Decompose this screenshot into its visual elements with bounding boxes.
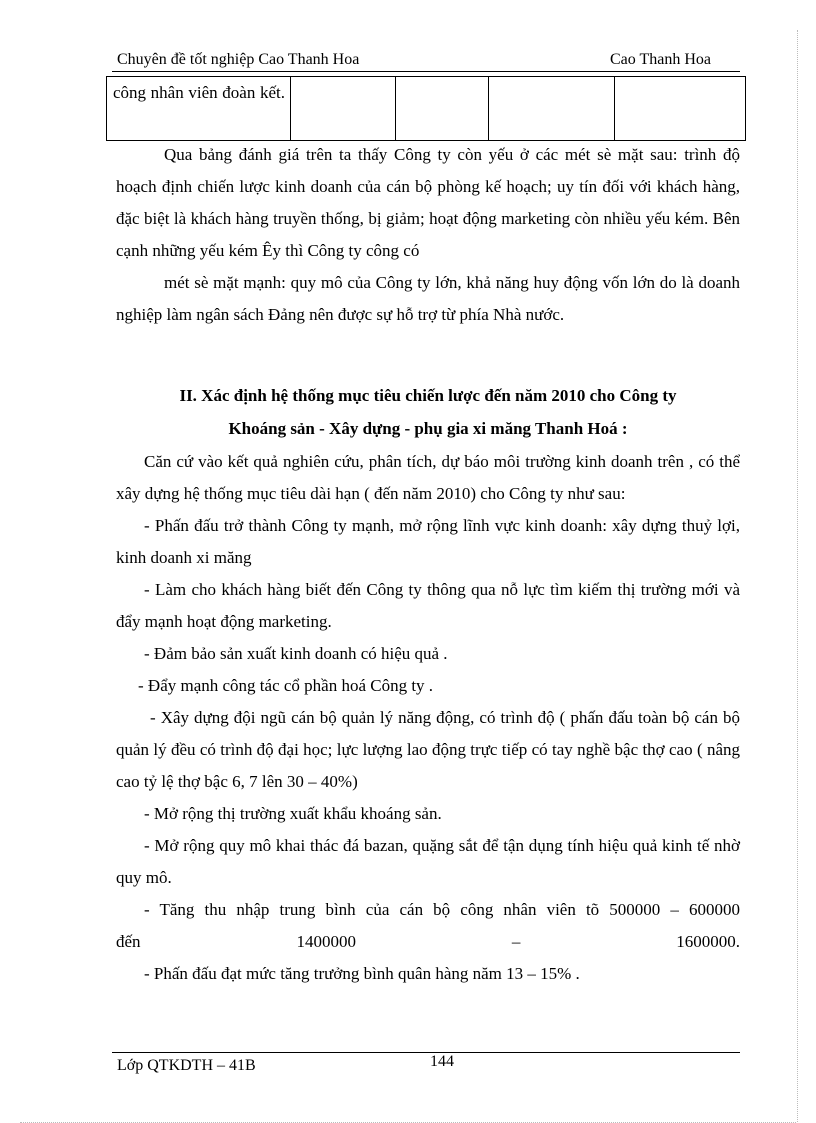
- goal-item: - Mở rộng thị trường xuất khẩu khoáng sản.: [144, 804, 442, 823]
- goal-item: - Phấn đấu đạt mức tăng trưởng bình quân hàng năm 13 – 15% .: [144, 964, 580, 983]
- table-cell-empty: [291, 77, 396, 141]
- table-cell-empty: [489, 77, 615, 141]
- paragraph-weaknesses: Qua bảng đánh giá trên ta thấy Công ty còn yếu ở các mét sè mặt sau: trình độ hoạch định chiến lược kinh doanh của cán bộ phòng kế hoạch; uy tín đối với khách hàng, đặc biệt là khách hàng truyền thống, bị giảm; hoạt động marketing còn nhiều yếu kém. Bên cạnh những yếu kém Êy thì Công ty công có: [116, 145, 740, 260]
- goal-item: - Làm cho khách hàng biết đến Công ty thông qua nỗ lực tìm kiếm thị trường mới và đẩy mạnh hoạt động marketing.: [116, 580, 740, 631]
- body-paragraphs: [116, 139, 740, 331]
- goal-item: - Đẩy mạnh công tác cổ phần hoá Công ty .: [138, 676, 434, 695]
- page-border-right: [797, 30, 798, 1122]
- header-rule: [112, 71, 740, 72]
- paragraph-strengths: mét sè mặt mạnh: quy mô của Công ty lớn, khả năng huy động vốn lớn do là doanh nghiệp làm ngân sách Đảng nên được sự hỗ trợ từ phía Nhà nước.: [116, 273, 740, 324]
- evaluation-table-fragment: [106, 76, 746, 141]
- goal-item: - Xây dựng đội ngũ cán bộ quản lý năng động, có trình độ ( phấn đấu toàn bộ cán bộ quản lý đều có trình độ đại học; lực lượng lao động trực tiếp có tay nghề bậc thợ cao ( nâng cao tỷ lệ thợ bậc 6, 7 lên 30 – 40%): [116, 708, 740, 791]
- goal-item: - Đảm bảo sản xuất kinh doanh có hiệu quả .: [144, 644, 448, 663]
- table-cell-text: công nhân viên đoàn kết.: [113, 83, 285, 102]
- table-cell-empty: [615, 77, 746, 141]
- table-cell-empty: [396, 77, 489, 141]
- table-row: [107, 77, 746, 141]
- header-right-text: Cao Thanh Hoa: [609, 51, 711, 68]
- footer-rule: [112, 1052, 740, 1053]
- goal-item: - Phấn đấu trở thành Công ty mạnh, mở rộng lĩnh vực kinh doanh: xây dựng thuỷ lợi, kinh doanh xi măng: [116, 516, 740, 567]
- goal-item-continued: đến 1400000 – 1600000.: [116, 932, 740, 951]
- section-heading-line2: Khoáng sản - Xây dựng - phụ gia xi măng Thanh Hoá :: [228, 419, 628, 438]
- section-body: [116, 446, 740, 990]
- table-cell-criterion: [107, 77, 291, 141]
- goal-item: - Mở rộng quy mô khai thác đá bazan, quặng sắt để tận dụng tính hiệu quả kinh tế nhờ quy mô.: [116, 836, 740, 887]
- header-left-text: Chuyên đề tốt nghiệp Cao Thanh Hoa: [117, 51, 360, 68]
- footer-class-label: Lớp QTKDTH – 41B: [117, 1057, 256, 1074]
- section-intro: Căn cứ vào kết quả nghiên cứu, phân tích, dự báo môi trường kinh doanh trên , có thể xây dựng hệ thống mục tiêu dài hạn ( đến năm 2010) cho Công ty như sau:: [116, 452, 740, 503]
- goal-item: - Tăng thu nhập trung bình của cán bộ công nhân viên tõ 500000 – 600000: [144, 900, 740, 919]
- page-number: 144: [430, 1053, 454, 1070]
- section-heading-line1: II. Xác định hệ thống mục tiêu chiến lược đến năm 2010 cho Công ty: [179, 386, 677, 405]
